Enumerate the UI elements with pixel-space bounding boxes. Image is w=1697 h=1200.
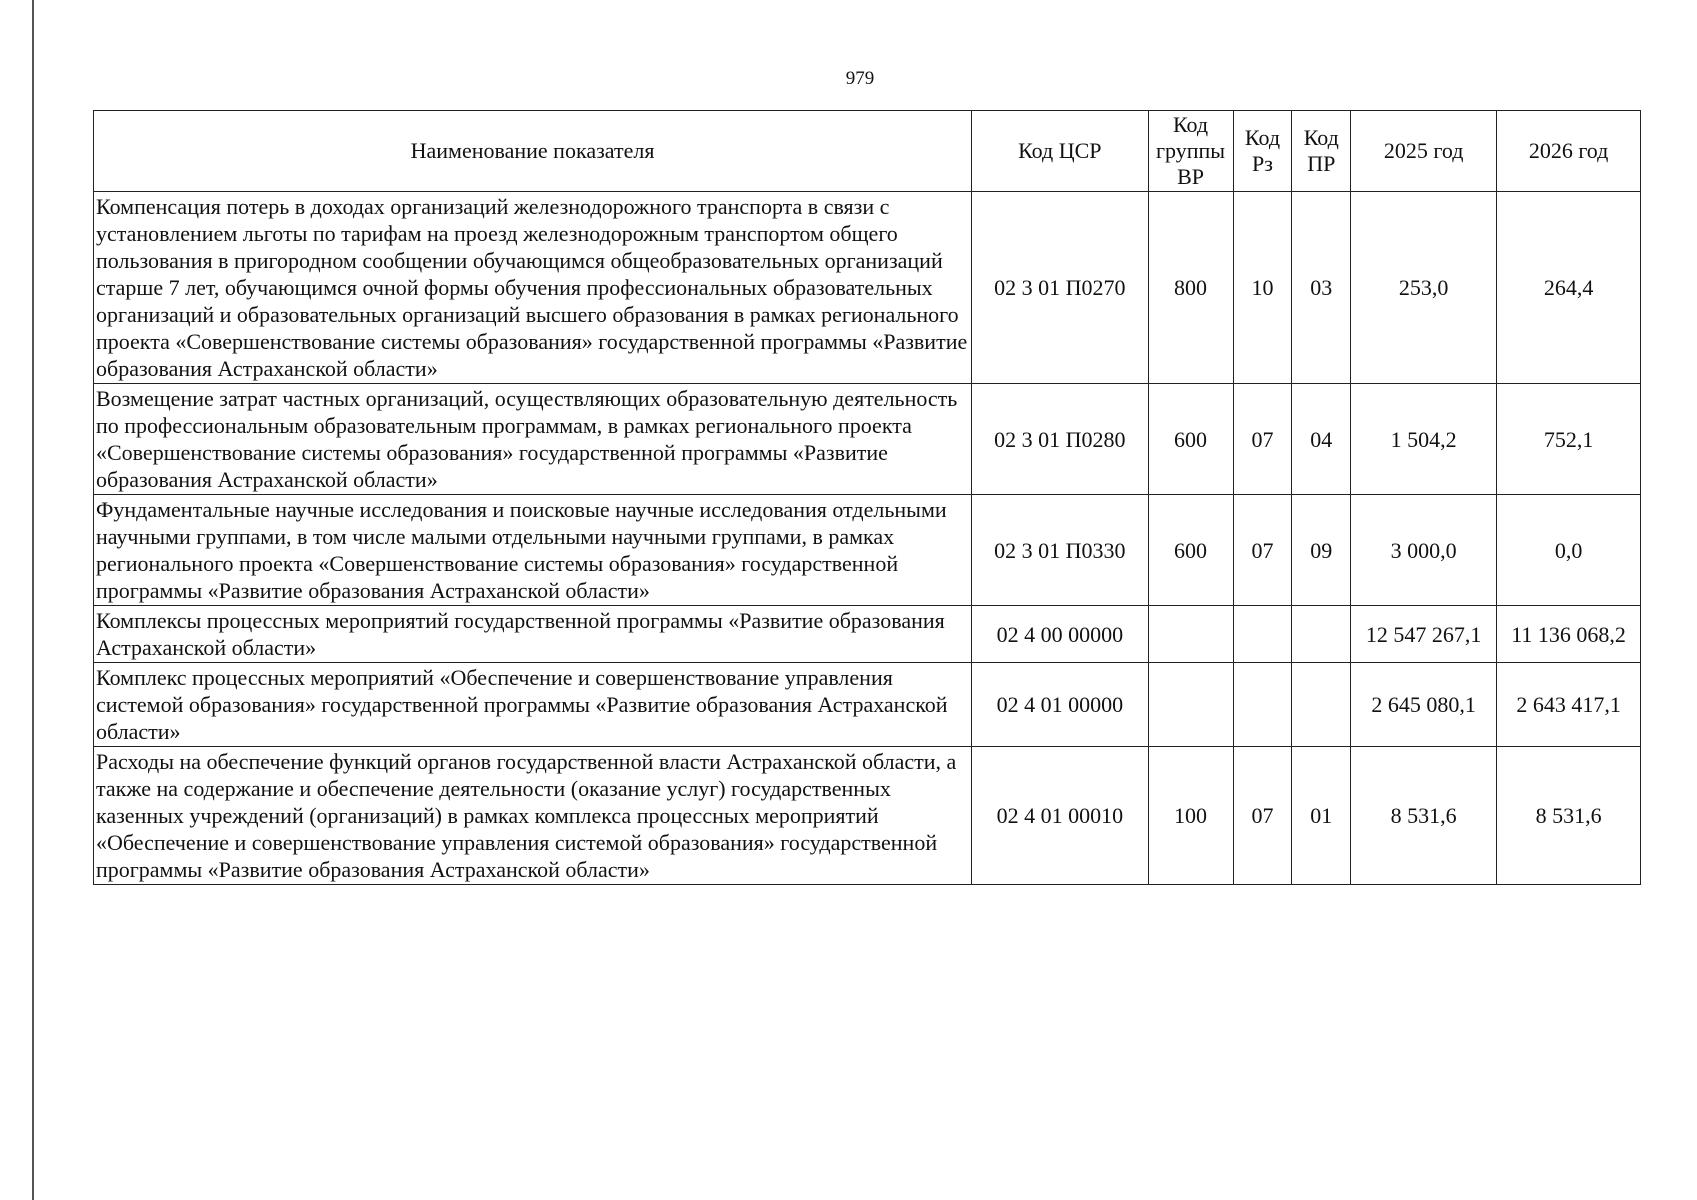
row-csr-cell: 02 4 01 00000 xyxy=(972,663,1148,747)
header-name: Наименование показателя xyxy=(94,111,972,192)
row-2026-cell: 11 136 068,2 xyxy=(1497,606,1641,663)
row-2025-cell: 2 645 080,1 xyxy=(1351,663,1497,747)
row-pr-cell: 09 xyxy=(1292,495,1351,606)
row-2026-cell: 8 531,6 xyxy=(1497,747,1641,885)
row-pr-cell: 01 xyxy=(1292,747,1351,885)
header-rz: Код Рз xyxy=(1233,111,1292,192)
header-vr: Код группы ВР xyxy=(1148,111,1233,192)
row-csr-cell: 02 3 01 П0330 xyxy=(972,495,1148,606)
row-rz-cell xyxy=(1233,663,1292,747)
row-rz-cell: 07 xyxy=(1233,747,1292,885)
row-csr-cell: 02 4 01 00010 xyxy=(972,747,1148,885)
table-body xyxy=(94,192,1641,885)
table-row xyxy=(94,384,1641,495)
row-vr-cell xyxy=(1148,663,1233,747)
row-name-cell: Расходы на обеспечение функций органов государственной власти Астраханской области, а также на содержание и обеспечение деятельности (оказание услуг) государственных казенных учреждений (организаций) в рамках комплекса процессных мероприятий «Обеспечение и совершенствование управления системой образования» государственной программы «Развитие образования Астраханской области» xyxy=(94,747,972,885)
row-2025-cell: 253,0 xyxy=(1351,192,1497,384)
row-vr-cell: 600 xyxy=(1148,495,1233,606)
row-pr-cell xyxy=(1292,606,1351,663)
row-pr-cell xyxy=(1292,663,1351,747)
row-name-cell: Возмещение затрат частных организаций, осуществляющих образовательную деятельность по профессиональным образовательным программам, в рамках регионального проекта «Совершенствование системы образования» государственной программы «Развитие образования Астраханской области» xyxy=(94,384,972,495)
row-csr-cell: 02 3 01 П0280 xyxy=(972,384,1148,495)
header-csr: Код ЦСР xyxy=(972,111,1148,192)
row-name-cell: Фундаментальные научные исследования и поисковые научные исследования отдельными научными группами, в том числе малыми отдельными научными группами, в рамках регионального проекта «Совершенствование системы образования» государственной программы «Развитие образования Астраханской области» xyxy=(94,495,972,606)
table-row xyxy=(94,606,1641,663)
budget-table-container xyxy=(93,110,1641,885)
page-number: 979 xyxy=(845,68,875,89)
row-2026-cell: 752,1 xyxy=(1497,384,1641,495)
table-row xyxy=(94,663,1641,747)
row-vr-cell: 100 xyxy=(1148,747,1233,885)
row-csr-cell: 02 4 00 00000 xyxy=(972,606,1148,663)
table-row xyxy=(94,192,1641,384)
row-pr-cell: 04 xyxy=(1292,384,1351,495)
row-name-cell: Комплексы процессных мероприятий государственной программы «Развитие образования Астраханской области» xyxy=(94,606,972,663)
row-2025-cell: 1 504,2 xyxy=(1351,384,1497,495)
row-2025-cell: 3 000,0 xyxy=(1351,495,1497,606)
row-vr-cell: 600 xyxy=(1148,384,1233,495)
budget-table xyxy=(93,110,1641,885)
header-2025: 2025 год xyxy=(1351,111,1497,192)
row-vr-cell xyxy=(1148,606,1233,663)
table-row xyxy=(94,495,1641,606)
row-csr-cell: 02 3 01 П0270 xyxy=(972,192,1148,384)
row-vr-cell: 800 xyxy=(1148,192,1233,384)
row-name-cell: Комплекс процессных мероприятий «Обеспечение и совершенствование управления системой образования» государственной программы «Развитие образования Астраханской области» xyxy=(94,663,972,747)
header-pr: Код ПР xyxy=(1292,111,1351,192)
row-pr-cell: 03 xyxy=(1292,192,1351,384)
row-2026-cell: 2 643 417,1 xyxy=(1497,663,1641,747)
row-rz-cell xyxy=(1233,606,1292,663)
row-2026-cell: 264,4 xyxy=(1497,192,1641,384)
row-2025-cell: 12 547 267,1 xyxy=(1351,606,1497,663)
row-2026-cell: 0,0 xyxy=(1497,495,1641,606)
row-name-cell: Компенсация потерь в доходах организаций железнодорожного транспорта в связи с установлением льготы по тарифам на проезд железнодорожным транспортом общего пользования в пригородном сообщении обучающимся общеобразовательных организаций старше 7 лет, обучающимся очной формы обучения профессиональных образовательных организаций и образовательных организаций высшего образования в рамках регионального проекта «Совершенствование системы образования» государственной программы «Развитие образования Астраханской области» xyxy=(94,192,972,384)
row-rz-cell: 07 xyxy=(1233,384,1292,495)
row-rz-cell: 10 xyxy=(1233,192,1292,384)
header-2026: 2026 год xyxy=(1497,111,1641,192)
page-binding-edge xyxy=(32,0,34,1200)
table-header-row xyxy=(94,111,1641,192)
table-row xyxy=(94,747,1641,885)
row-2025-cell: 8 531,6 xyxy=(1351,747,1497,885)
row-rz-cell: 07 xyxy=(1233,495,1292,606)
